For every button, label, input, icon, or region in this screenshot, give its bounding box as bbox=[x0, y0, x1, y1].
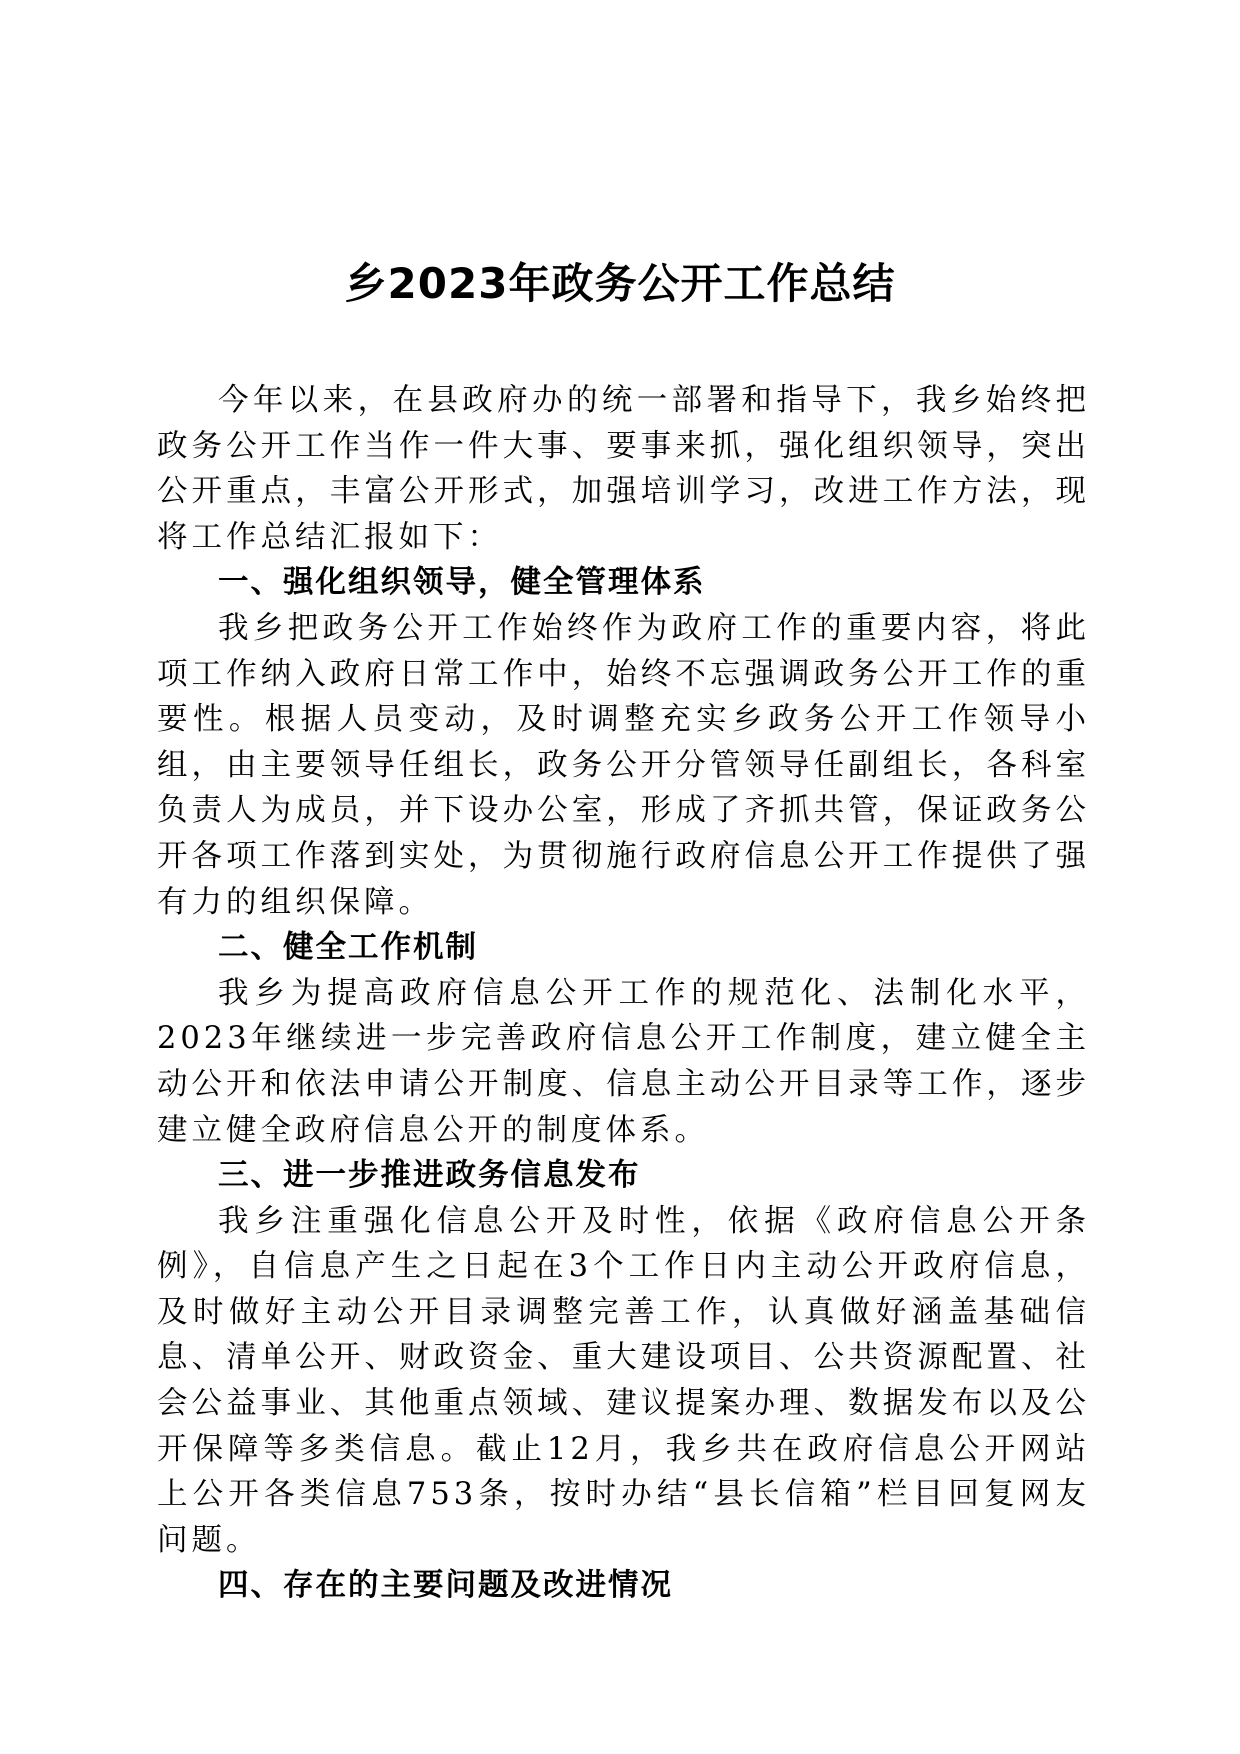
document-body bbox=[157, 378, 1090, 1609]
section-1-heading: 一、强化组织领导，健全管理体系 bbox=[218, 565, 706, 601]
intro-paragraph: 今年以来，在县政府办的统一部署和指导下，我乡始终把政务公开工作当作一件大事、要事来抓，强化组织领导，突出公开重点，丰富公开形式，加强培训学习，改进工作方法，现将工作总结汇报如下： bbox=[157, 383, 1090, 555]
section-1-paragraph: 我乡把政务公开工作始终作为政府工作的重要内容，将此项工作纳入政府日常工作中，始终不忘强调政务公开工作的重要性。根据人员变动，及时调整充实乡政务公开工作领导小组，由主要领导任组长，政务公开分管领导任副组长，各科室负责人为成员，并下设办公室，形成了齐抓共管，保证政务公开各项工作落到实处，为贯彻施行政府信息公开工作提供了强有力的组织保障。 bbox=[157, 610, 1090, 920]
section-2-heading: 二、健全工作机制 bbox=[218, 930, 478, 966]
document-title: 乡2023年政务公开工作总结 bbox=[344, 259, 896, 308]
section-3-paragraph: 我乡注重强化信息公开及时性，依据《政府信息公开条例》，自信息产生之日起在3个工作日内主动公开政府信息，及时做好主动公开目录调整完善工作，认真做好涵盖基础信息、清单公开、财政资金、重大建设项目、公共资源配置、社会公益事业、其他重点领域、建议提案办理、数据发布以及公开保障等多类信息。截止12月，我乡共在政府信息公开网站上公开各类信息753条，按时办结“县长信箱”栏目回复网友问题。 bbox=[157, 1203, 1090, 1558]
section-4-heading: 四、存在的主要问题及改进情况 bbox=[218, 1568, 673, 1604]
section-2-paragraph: 我乡为提高政府信息公开工作的规范化、法制化水平，2023年继续进一步完善政府信息公开工作制度，建立健全主动公开和依法申请公开制度、信息主动公开目录等工作，逐步建立健全政府信息公开的制度体系。 bbox=[157, 975, 1090, 1148]
section-3-heading: 三、进一步推进政务信息发布 bbox=[218, 1158, 641, 1194]
